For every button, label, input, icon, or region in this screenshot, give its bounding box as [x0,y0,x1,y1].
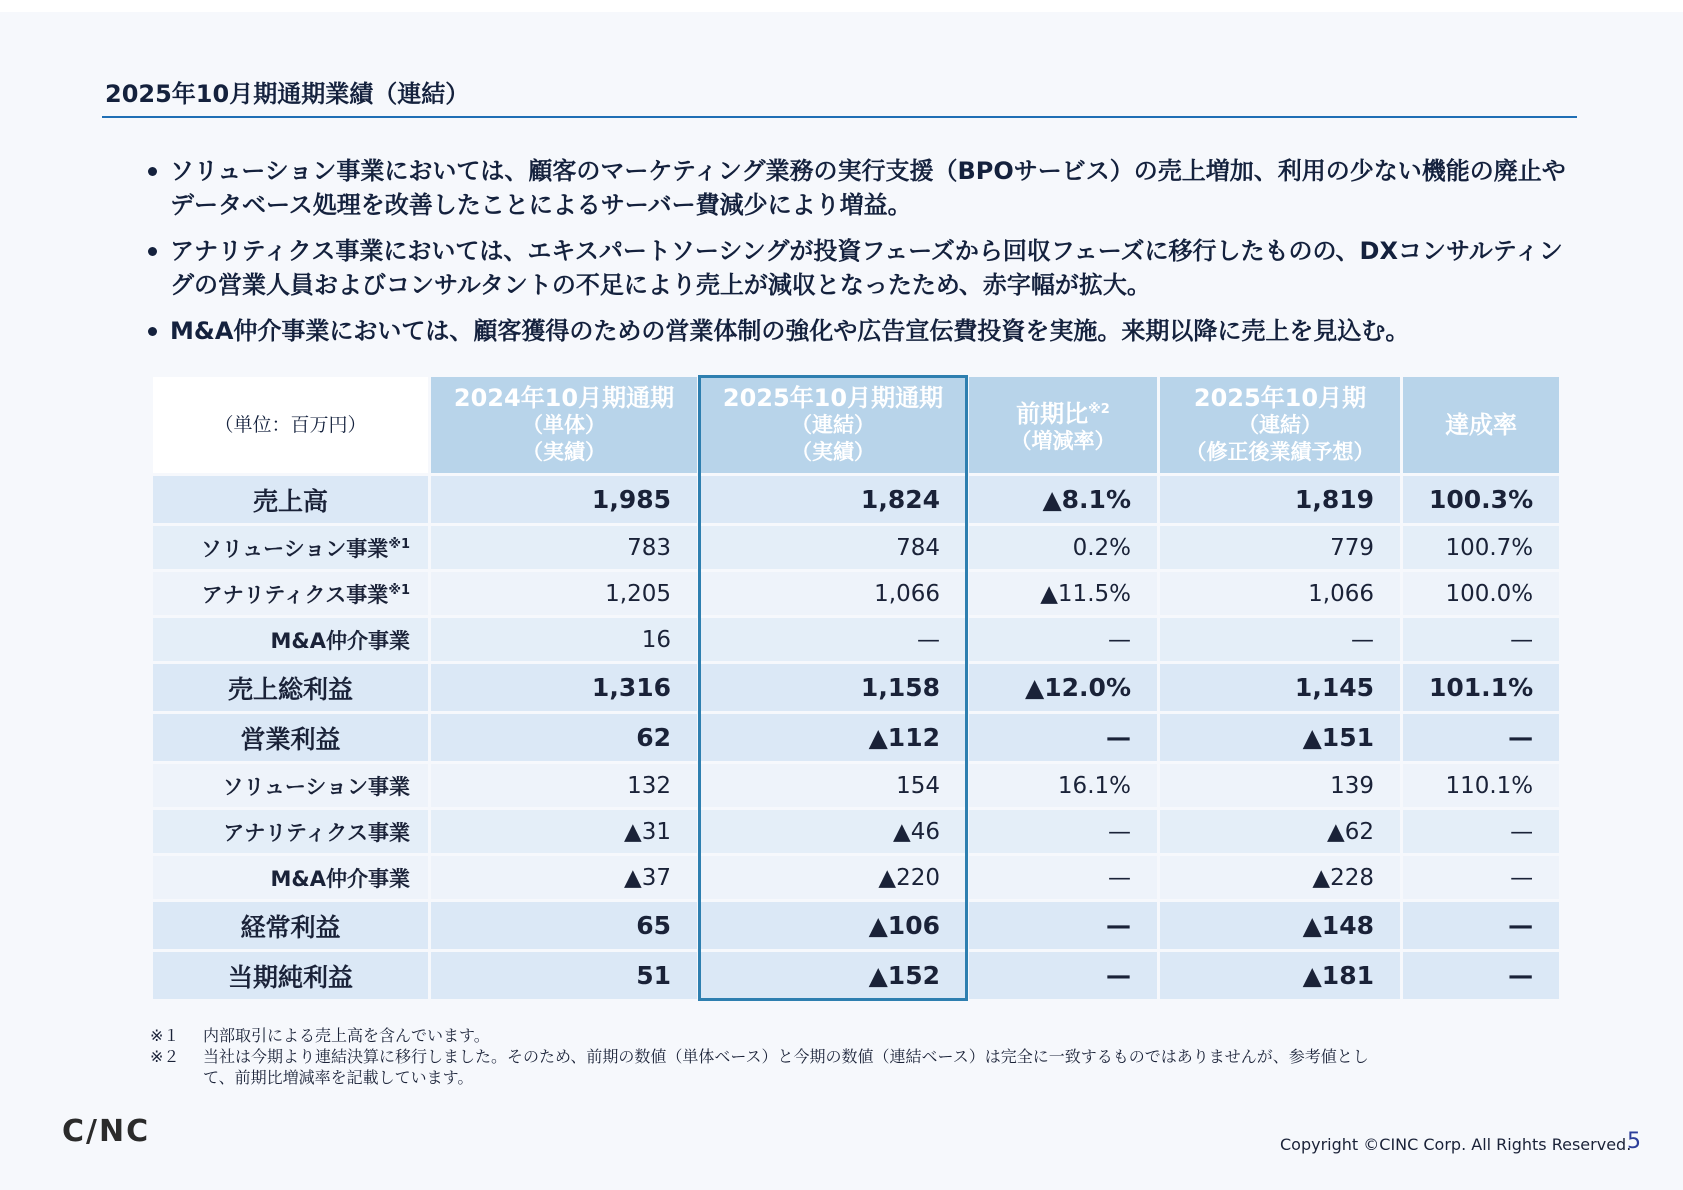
table-cell: 101.1% [1403,664,1559,711]
table-row [153,714,1559,761]
row-label [153,572,428,615]
table-cell: ▲228 [1160,856,1400,899]
header-fy2024 [431,377,697,473]
footnote-2 [150,1046,1390,1088]
header-main: 2025年10月期通期 [722,383,944,412]
table-cell: 784 [700,526,966,569]
row-label-text: M&A仲介事業 [270,628,410,653]
table-cell: — [969,714,1157,761]
table-row [153,664,1559,711]
header-yoy [969,377,1157,473]
footnotes [150,1025,1390,1088]
table-cell: — [1403,952,1559,999]
table-cell: ▲12.0% [969,664,1157,711]
table-cell: ▲152 [700,952,966,999]
row-label-text: 当期純利益 [227,962,353,992]
table-cell: ▲151 [1160,714,1400,761]
table-cell: 16.1% [969,764,1157,807]
table-cell: — [1403,902,1559,949]
header-main: 達成率 [1445,410,1518,439]
unit-label: （単位：百万円） [153,377,428,473]
table-cell: ▲181 [1160,952,1400,999]
table-cell: 139 [1160,764,1400,807]
page-number: 5 [1627,1129,1641,1154]
footnote-mark: ※１ [150,1026,180,1045]
table-cell: 1,066 [700,572,966,615]
row-label [153,764,428,807]
header-sub: （連結） [791,412,875,437]
table-cell: 100.0% [1403,572,1559,615]
table-cell: 110.1% [1403,764,1559,807]
row-label [153,618,428,661]
row-label [153,664,428,711]
footnote-text: 当社は今期より連結決算に移行しました。そのため、前期の数値（単体ベース）と今期の数値（連結ベース）は完全に一致するものではありませんが、参考値として、前期比増減率を記載しています。 [203,1047,1369,1087]
performance-table [150,374,1562,1002]
copyright: Copyright ©CINC Corp. All Rights Reserved. [1280,1135,1632,1154]
table-cell: ▲148 [1160,902,1400,949]
row-label [153,714,428,761]
header-sub: （連結） [1238,412,1322,437]
page-title: 2025年10月期通期業績（連結） [105,80,470,108]
table-cell: — [1403,810,1559,853]
summary-bullets [148,154,1568,360]
table-cell: ▲220 [700,856,966,899]
row-label [153,526,428,569]
row-label [153,476,428,523]
header-sup: ※2 [1088,401,1110,417]
table-row [153,810,1559,853]
table-row [153,764,1559,807]
bullet-solution: ソリューション事業においては、顧客のマーケティング業務の実行支援（BPOサービス）の売上増加、利用の少ない機能の廃止やデータベース処理を改善したことによるサーバー費減少により増益。 [148,154,1568,222]
table-row [153,526,1559,569]
row-label [153,856,428,899]
header-sub: （増減率） [1010,428,1116,453]
table-cell: 100.3% [1403,476,1559,523]
row-label-text: ソリューション事業 [222,774,410,799]
table-cell: 1,066 [1160,572,1400,615]
table-cell: — [1160,618,1400,661]
table-cell: 1,145 [1160,664,1400,711]
header-sub: （修正後業績予想） [1185,439,1375,464]
table-cell: — [1403,714,1559,761]
table-cell: ▲62 [1160,810,1400,853]
table-cell: ▲106 [700,902,966,949]
table-cell: 1,158 [700,664,966,711]
table-cell: 51 [431,952,697,999]
table-cell: 1,205 [431,572,697,615]
header-sub: （単体） [522,412,606,437]
header-main: 2024年10月期通期 [453,383,675,412]
footnote-text: 内部取引による売上高を含んでいます。 [203,1026,490,1045]
performance-table-wrap [150,374,1562,1002]
row-label-text: アナリティクス事業 [223,820,410,845]
row-label [153,902,428,949]
table-row [153,902,1559,949]
table-row [153,856,1559,899]
table-cell: — [969,952,1157,999]
table-cell: 62 [431,714,697,761]
table-cell: 1,824 [700,476,966,523]
bullet-ma: M&A仲介事業においては、顧客獲得のための営業体制の強化や広告宣伝費投資を実施。来期以降に売上を見込む。 [148,314,1568,348]
table-row [153,618,1559,661]
table-cell: — [969,618,1157,661]
header-forecast [1160,377,1400,473]
table-cell: 1,316 [431,664,697,711]
table-cell: ▲46 [700,810,966,853]
table-row [153,952,1559,999]
table-body [153,476,1559,999]
table-cell: 1,819 [1160,476,1400,523]
row-label-text: M&A仲介事業 [270,866,410,891]
table-cell: 779 [1160,526,1400,569]
table-cell: 65 [431,902,697,949]
table-cell: — [1403,856,1559,899]
table-cell: — [969,856,1157,899]
title-divider [102,116,1577,118]
cinc-logo: C/NC [62,1114,151,1149]
table-cell: 154 [700,764,966,807]
table-cell: ▲112 [700,714,966,761]
table-cell: 0.2% [969,526,1157,569]
row-label-text: 経常利益 [240,912,341,942]
row-label-text: 営業利益 [240,724,341,754]
footnote-1 [150,1025,1390,1046]
row-label-note: ※1 [388,582,410,598]
row-label-note: ※1 [388,536,410,552]
table-header-row [153,377,1559,473]
footnote-mark: ※２ [150,1047,180,1066]
table-cell: ▲11.5% [969,572,1157,615]
table-cell: ▲31 [431,810,697,853]
table-cell: 132 [431,764,697,807]
header-sub: （実績） [522,439,606,464]
row-label-text: 売上総利益 [227,674,353,704]
header-main: 2025年10月期 [1193,383,1367,412]
table-row [153,476,1559,523]
top-bar [0,0,1683,12]
table-cell: 1,985 [431,476,697,523]
bullet-analytics: アナリティクス事業においては、エキスパートソーシングが投資フェーズから回収フェーズに移行したものの、DXコンサルティングの営業人員およびコンサルタントの不足により売上が減収となったため、赤字幅が拡大。 [148,234,1568,302]
row-label-text: ソリューション事業 [200,536,389,561]
header-achievement [1403,377,1559,473]
header-sub: （実績） [791,439,875,464]
row-label [153,810,428,853]
table-cell: — [969,810,1157,853]
table-cell: — [969,902,1157,949]
table-cell: 783 [431,526,697,569]
table-cell: 100.7% [1403,526,1559,569]
table-cell: ▲37 [431,856,697,899]
table-cell: ▲8.1% [969,476,1157,523]
table-cell: — [1403,618,1559,661]
table-row [153,572,1559,615]
header-main: 前期比 [1016,399,1089,428]
row-label-text: 売上高 [252,486,328,516]
row-label-text: アナリティクス事業 [201,582,389,607]
header-fy2025 [700,377,966,473]
table-cell: 16 [431,618,697,661]
table-cell: — [700,618,966,661]
row-label [153,952,428,999]
